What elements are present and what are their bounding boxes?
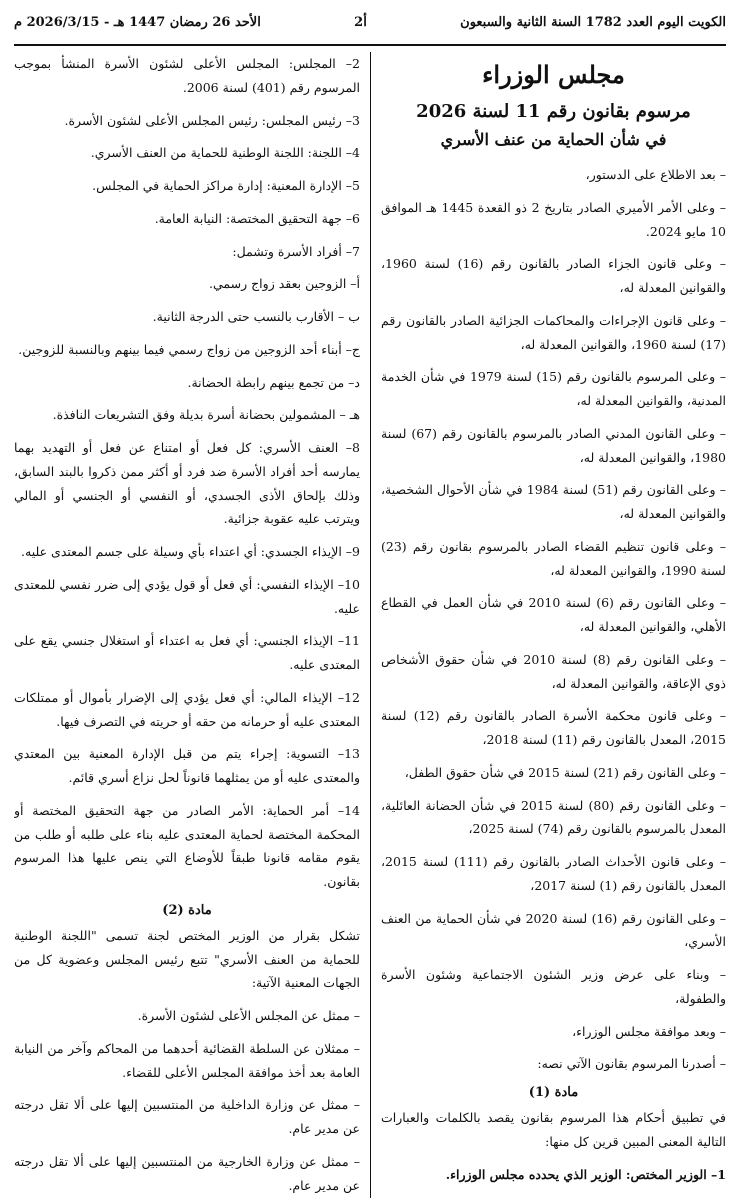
definition-paragraph: 7– أفراد الأسرة وتشمل: bbox=[232, 243, 360, 259]
definition-paragraph: 4– اللجنة: اللجنة الوطنية للحماية من العنف الأسري. bbox=[90, 145, 360, 161]
definitions-list bbox=[14, 52, 360, 894]
definition-paragraph: 3– رئيس المجلس: رئيس المجلس الأعلى لشئون الأسرة. bbox=[64, 112, 360, 128]
preamble-paragraph: – وعلى قانون الإجراءات والمحاكمات الجزائية الصادر بالقانون رقم (17) لسنة 1960، والقوانين المعدلة له، bbox=[381, 312, 726, 352]
preamble-paragraph: – وعلى القانون رقم (21) لسنة 2015 في شأن حقوق الطفل، bbox=[404, 764, 726, 780]
definition-1: 1– الوزير المختص: الوزير الذي يحدده مجلس الوزراء. bbox=[445, 1166, 726, 1182]
preamble-paragraph: – وعلى المرسوم بالقانون رقم (15) لسنة 1979 في شأن الخدمة المدنية، والقوانين المعدلة له، bbox=[381, 369, 726, 408]
left-column bbox=[14, 52, 370, 1198]
definition-paragraph: 10– الإيذاء النفسي: أي فعل أو قول يؤدي إلى ضرر نفسي للمعتدى عليه. bbox=[14, 576, 360, 616]
definition-paragraph: 13– التسوية: إجراء يتم من قبل الإدارة المعنية بين المعتدي والمعتدى عليه أو من يمثلهما قانوناً لحل نزاع أسري قائم. bbox=[14, 746, 360, 785]
definition-paragraph: ج– أبناء أحد الزوجين من زواج رسمي فيما بينهم وبالنسبة للزوجين. bbox=[18, 341, 360, 357]
preamble-paragraph: – وعلى قانون محكمة الأسرة الصادر بالقانون رقم (12) لسنة 2015، المعدل بالقانون رقم (11) لسنة 2018، bbox=[381, 708, 726, 747]
article-2-heading: مادة (2) bbox=[162, 902, 212, 918]
definition-paragraph: د– من تجمع بينهم رابطة الحضانة. bbox=[187, 374, 360, 390]
header-issue: الكويت اليوم العدد 1782 السنة الثانية والسبعون bbox=[460, 14, 726, 30]
definition-paragraph: 5– الإدارة المعنية: إدارة مراكز الحماية في المجلس. bbox=[92, 178, 360, 193]
preamble-paragraph: – وعلى قانون الجزاء الصادر بالقانون رقم (16) لسنة 1960، والقوانين المعدلة له، bbox=[381, 256, 726, 295]
article-1-intro: في تطبيق أحكام هذا المرسوم بقانون يقصد بالكلمات والعبارات التالية المعنى المبين قرين كل منها: bbox=[381, 1110, 726, 1149]
preamble-paragraph: – وعلى الأمر الأميري الصادر بتاريخ 2 ذو القعدة 1445 هـ الموافق 10 مايو 2024. bbox=[381, 199, 726, 239]
article-2-intro: تشكل بقرار من الوزير المختص لجنة تسمى "اللجنة الوطنية للحماية من العنف الأسري" تتبع رئيس المجلس وعضوية كل من الجهات المعنية الآتية: bbox=[14, 927, 360, 991]
definition-paragraph: ب – الأقارب بالنسب حتى الدرجة الثانية. bbox=[152, 309, 360, 324]
preamble-paragraph: – وعلى القانون المدني الصادر بالمرسوم بالقانون رقم (67) لسنة 1980، والقوانين المعدلة له، bbox=[381, 425, 726, 465]
preamble-list bbox=[381, 163, 726, 1076]
committee-member-paragraph: – ممثل عن وزارة الخارجية من المنتسبين إليها على ألا تقل درجته عن مدير عام. bbox=[14, 1153, 360, 1193]
preamble-paragraph: – وبناء على عرض وزير الشئون الاجتماعية وشئون الأسرة والطفولة، bbox=[381, 967, 726, 1006]
definition-paragraph: 8– العنف الأسري: كل فعل أو امتناع عن فعل أو التهديد بهما يمارسه أحد أفراد الأسرة ضد فرد أو أكثر ممن ذكروا بالبند السابق، وذلك بإلحاق الأذى الجسدي، أو النفسي أو الجنسي أو المالي ويترتب عليه عقوبة جزائية. bbox=[14, 440, 360, 527]
preamble-paragraph: – وعلى القانون رقم (51) لسنة 1984 في شأن الأحوال الشخصية، والقوانين المعدلة له، bbox=[381, 482, 726, 521]
decree-subject: في شأن الحماية من عنف الأسري bbox=[440, 130, 667, 149]
preamble-paragraph: – وعلى قانون الأحداث الصادر بالقانون رقم (111) لسنة 2015، المعدل بالقانون رقم (1) لسنة 2017، bbox=[381, 854, 726, 893]
definition-paragraph: 9– الإيذاء الجسدي: أي اعتداء بأي وسيلة على جسم المعتدى عليه. bbox=[21, 544, 360, 559]
committee-members-list bbox=[14, 1004, 360, 1197]
decree-title: مرسوم بقانون رقم 11 لسنة 2026 bbox=[416, 101, 691, 122]
preamble-paragraph: – وبعد موافقة مجلس الوزراء، bbox=[572, 1023, 726, 1039]
header-date: الأحد 26 رمضان 1447 هـ - 2026/3/15 م bbox=[14, 14, 261, 30]
definition-paragraph: 11– الإيذاء الجنسي: أي فعل به اعتداء أو استغلال جنسي يقع على المعتدى عليه. bbox=[14, 633, 360, 672]
preamble-paragraph: – وعلى القانون رقم (16) لسنة 2020 في شأن الحماية من العنف الأسري، bbox=[381, 910, 726, 950]
committee-member-paragraph: – ممثلان عن السلطة القضائية أحدهما من المحاكم وآخر من النيابة العامة بعد أخذ موافقة المجلس الأعلى للقضاء. bbox=[14, 1040, 360, 1080]
two-column-body bbox=[14, 52, 726, 1198]
page-header bbox=[14, 0, 726, 46]
definition-paragraph: 12– الإيذاء المالي: أي فعل يؤدي إلى الإضرار بأموال أو ممتلكات المعتدى عليه أو حرمانه من حقه أو حريته في التصرف فيها. bbox=[14, 689, 360, 729]
right-column bbox=[370, 52, 726, 1198]
preamble-paragraph: – بعد الاطلاع على الدستور، bbox=[585, 167, 726, 182]
committee-member-paragraph: – ممثل عن المجلس الأعلى لشئون الأسرة. bbox=[137, 1008, 360, 1023]
definition-paragraph: 6– جهة التحقيق المختصة: النيابة العامة. bbox=[154, 210, 360, 226]
header-page-number: أ2 bbox=[354, 14, 367, 30]
committee-member-paragraph: – ممثل عن وزارة الداخلية من المنتسبين إليها على ألا تقل درجته عن مدير عام. bbox=[14, 1097, 360, 1136]
definition-paragraph: 2– المجلس: المجلس الأعلى لشئون الأسرة المنشأ بموجب المرسوم رقم (401) لسنة 2006. bbox=[14, 56, 360, 95]
article-1-heading: مادة (1) bbox=[528, 1085, 579, 1100]
preamble-paragraph: – وعلى القانون رقم (80) لسنة 2015 في شأن الحضانة العائلية، المعدل بالمرسوم بالقانون رقم (74) لسنة 2025، bbox=[381, 797, 726, 837]
preamble-paragraph: – أصدرنا المرسوم بقانون الآتي نصه: bbox=[537, 1056, 726, 1072]
definition-paragraph: أ– الزوجين بعقد زواج رسمي. bbox=[209, 276, 360, 292]
section-heading: مجلس الوزراء bbox=[482, 60, 625, 89]
preamble-paragraph: – وعلى القانون رقم (6) لسنة 2010 في شأن العمل في القطاع الأهلي، والقوانين المعدلة له، bbox=[381, 595, 726, 634]
definition-paragraph: 14– أمر الحماية: الأمر الصادر من جهة التحقيق المختصة أو المحكمة المختصة لحماية المعتدى عليه بناء على طلبه أو طلب من يقوم مقامه قانونا طبقاً للأوضاع التي ينص عليها هذا المرسوم بقانون. bbox=[14, 802, 360, 889]
definition-paragraph: هـ – المشمولين بحضانة أسرة بديلة وفق التشريعات النافذة. bbox=[52, 407, 360, 423]
preamble-paragraph: – وعلى القانون رقم (8) لسنة 2010 في شأن حقوق الأشخاص ذوي الإعاقة، والقوانين المعدلة له، bbox=[381, 651, 726, 691]
preamble-paragraph: – وعلى قانون تنظيم القضاء الصادر بالمرسوم بقانون رقم (23) لسنة 1990، والقوانين المعدلة له، bbox=[381, 538, 726, 578]
